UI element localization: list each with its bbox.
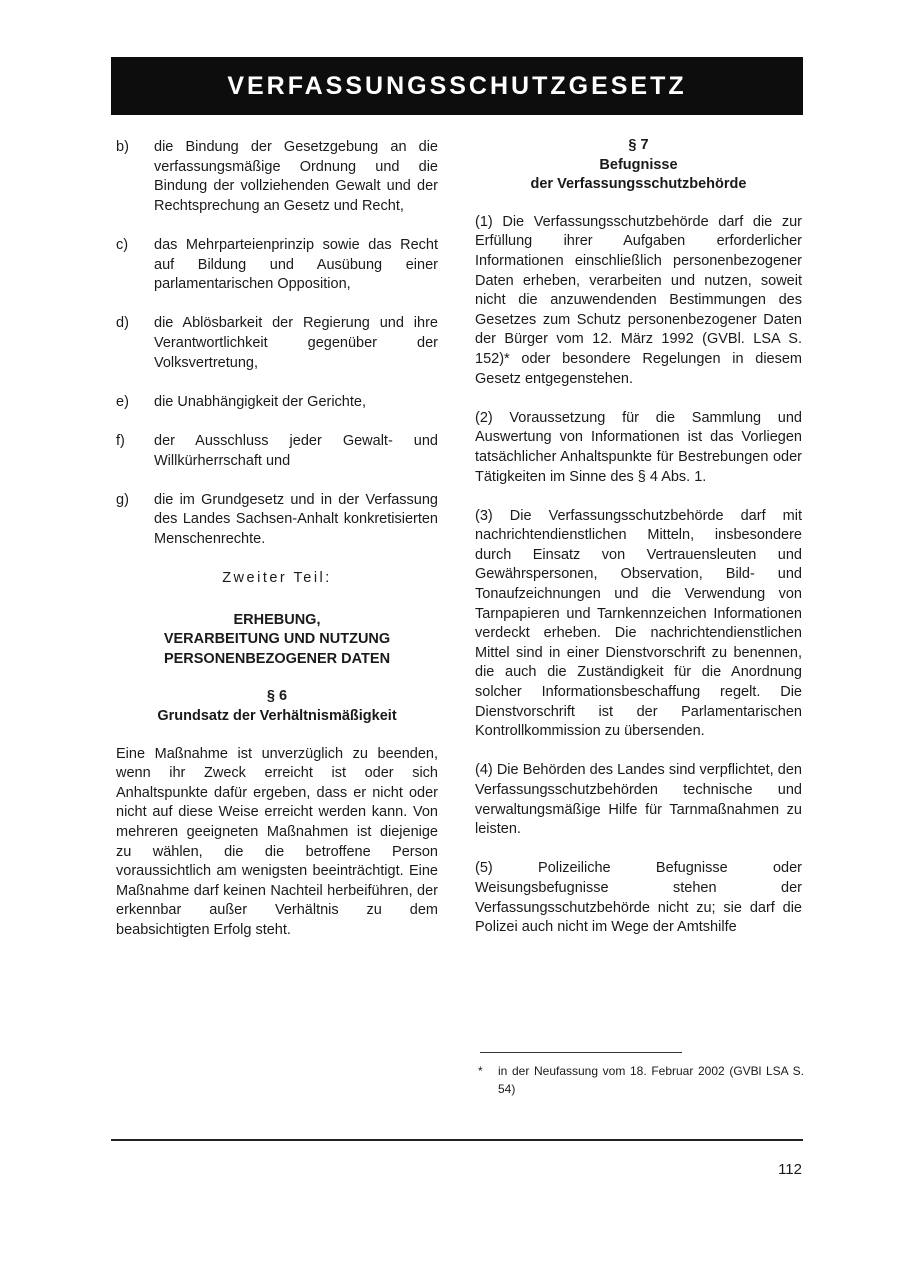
list-item	[116, 314, 438, 373]
list-item-marker: f)	[116, 432, 125, 449]
list-item	[116, 236, 438, 295]
section-7-title-line-2: der Verfassungsschutzbehörde	[530, 176, 747, 193]
list-item-text: die Ablösbarkeit der Regierung und ihre Verantwortlichkeit gegenüber der Volksvertretung,	[154, 315, 438, 371]
list-item-marker: d)	[116, 315, 129, 332]
section-6-number: § 6	[266, 688, 288, 705]
list-item-marker: g)	[116, 491, 129, 508]
section-7-paragraph-2: (2) Voraussetzung für die Sammlung und Auswertung von Informationen ist das Vorliegen tatsächlicher Anhaltspunkte für Bestrebungen oder Tätigkeiten im Sinne des § 4 Abs. 1.	[475, 409, 802, 485]
section-7-paragraph-1: (1) Die Verfassungsschutzbehörde darf die zur Erfüllung ihrer Aufgaben erforderlicher Informationen einschließlich personenbezogener Daten erheben, verarbeiten und nutzen, soweit nicht die anzuwendenden Bestimmungen des Gesetzes zum Schutz personenbezogener Daten der Bürger vom 12. März 1992 (GVBl. LSA S. 152)* oder besondere Regelungen in diesem Gesetz entgegenstehen.	[475, 213, 802, 387]
section-6-title: Grundsatz der Verhältnismäßigkeit	[157, 708, 397, 725]
footnote-text: in der Neufassung vom 18. Februar 2002 (GVBl LSA S. 54)	[498, 1064, 804, 1096]
list-item-marker: b)	[116, 139, 129, 155]
list-item-text: die im Grundgesetz und in der Verfassung des Landes Sachsen-Anhalt konkretisierten Menschenrechte.	[154, 491, 438, 547]
part-heading	[116, 611, 438, 670]
section-7-paragraph-4: (4) Die Behörden des Landes sind verpflichtet, den Verfassungsschutzbehörden technische und verwaltungsmäßige Hilfe für Tarnmaßnahmen zu leisten.	[475, 762, 802, 838]
list-item-text: die Bindung der Gesetzgebung an die verfassungsmäßige Ordnung und die Bindung der vollziehenden Gewalt und der Rechtsprechung an Gesetz und Recht,	[154, 139, 438, 214]
section-7-paragraph-3: (3) Die Verfassungsschutzbehörde darf mit nachrichtendienstlichen Mitteln, insbesondere durch Einsatz von Vertrauensleuten und Gewährspersonen, Observation, Bild- und Tonaufzeichnungen und die Verwendung von Tarnpapieren und Tarnkennzeichen Informationen verdeckt erheben. Die nachrichtendienstlichen Mittel sind in einer Dienstvorschrift zu benennen, die auch die Zuständigkeit für die Anordnung solcher Informationsbeschaffung regelt. Die Dienstvorschrift ist der Parlamentarischen Kontrollkommission zu übersenden.	[475, 507, 802, 740]
list-item	[116, 491, 438, 550]
part-title: Zweiter Teil:	[222, 570, 332, 587]
list-item-text: der Ausschluss jeder Gewalt- und Willkürherrschaft und	[154, 432, 438, 469]
list-item-marker: e)	[116, 393, 129, 410]
footnote-marker: *	[478, 1064, 483, 1078]
principles-list	[116, 138, 438, 549]
page-header-title: VERFASSUNGSSCHUTZGESETZ	[111, 57, 803, 115]
section-6-text: Eine Maßnahme ist unverzüglich zu beenden, wenn ihr Zweck erreicht ist oder sich Anhaltspunkte dafür ergeben, dass er nicht oder nicht auf diese Weise erreicht werden kann. Von mehreren geeigneten Maßnahmen ist diejenige zu wählen, die die betroffene Person voraussichtlich am wenigsten beeinträchtigt. Eine Maßnahme darf keinen Nachteil herbeiführen, der erkennbar außer Verhältnis zu dem beabsichtigten Erfolg steht.	[116, 745, 438, 938]
part-heading-line-3: PERSONENBEZOGENER DATEN	[163, 650, 391, 667]
list-item-text: das Mehrparteienprinzip sowie das Recht auf Bildung und Ausübung einer parlamentarischen Opposition,	[154, 236, 438, 293]
section-7-paragraph-5: (5) Polizeiliche Befugnisse oder Weisungsbefugnisse stehen der Verfassungsschutzbehörde nicht zu; sie darf die Polizei auch nicht im Wege der Amtshilfe	[475, 860, 802, 936]
section-7-number: § 7	[628, 137, 649, 153]
section-7-title-line-1: Befugnisse	[599, 156, 678, 173]
list-item-text: die Unabhängigkeit der Gerichte,	[154, 393, 366, 410]
list-item	[116, 138, 438, 216]
right-column	[475, 136, 802, 957]
page-footer-divider	[111, 1139, 803, 1141]
page-number: 112	[778, 1161, 802, 1178]
left-column	[116, 138, 438, 960]
list-item	[116, 432, 438, 471]
part-heading-line-1: ERHEBUNG,	[233, 611, 321, 628]
list-item-marker: c)	[116, 236, 129, 253]
footnote	[478, 1062, 804, 1098]
part-heading-line-2: VERARBEITUNG UND NUTZUNG	[163, 631, 391, 648]
list-item	[116, 393, 438, 413]
footnote-divider	[480, 1052, 682, 1053]
